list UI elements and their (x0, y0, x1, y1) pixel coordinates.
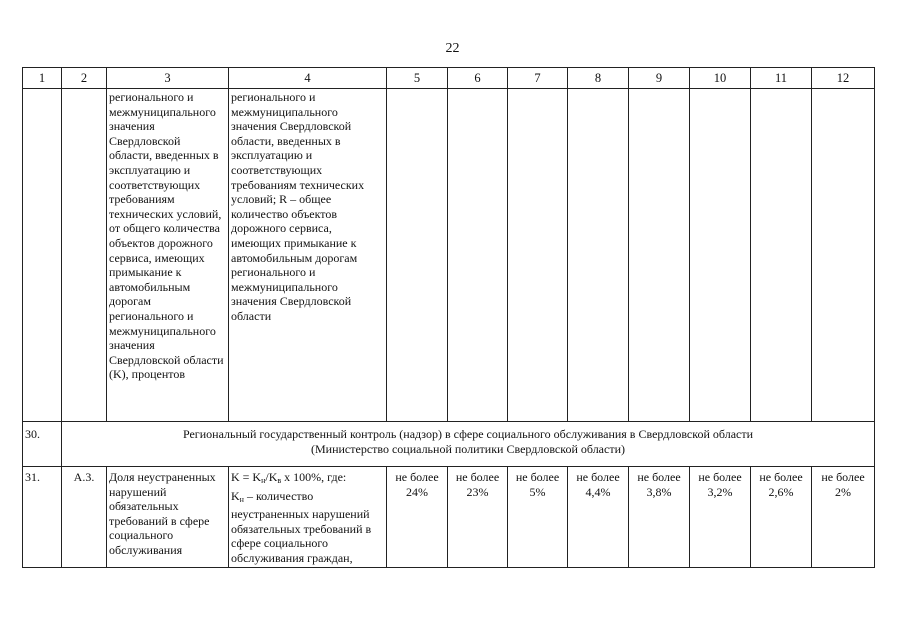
target-label: не более (515, 470, 560, 484)
column-number-cell: 10 (690, 68, 751, 89)
target-value-cell (690, 467, 751, 568)
calculation-method-cell: регионального и межмуниципального значения Свердловской области, введенных в эксплуатацию и соответствующих требованиям технических условий; R – общее количество объектов дорожного сервиса, имеющих примыкание к автомобильным дорогам регионального и межмуниципального значения Свердловской области (229, 89, 387, 422)
formula-part: /K (265, 470, 278, 484)
column-number-cell: 12 (812, 68, 875, 89)
empty-cell (448, 89, 508, 422)
table-row (23, 467, 875, 568)
formula-part: K = K (231, 470, 262, 484)
target-label: не более (759, 470, 803, 484)
formula-part: x 100%, где: (281, 470, 347, 484)
target-value-cell (448, 467, 508, 568)
row-code: А.3. (62, 467, 107, 568)
target-label: не более (395, 470, 439, 484)
empty-cell (62, 89, 107, 422)
column-number-cell: 6 (448, 68, 508, 89)
target-value-cell (629, 467, 690, 568)
target-label: не более (576, 470, 620, 484)
target-value-cell (568, 467, 629, 568)
section-title-cell (62, 422, 875, 467)
target-label: не более (455, 470, 500, 484)
empty-cell (751, 89, 812, 422)
empty-cell (387, 89, 448, 422)
definition-text: – количество неустраненных нарушений обязательных требований в сфере социального обслуживания граждан, (231, 488, 372, 565)
formula-subscript: н (261, 476, 266, 485)
continuation-row (23, 89, 875, 422)
target-label: не более (637, 470, 681, 484)
target-label: не более (821, 470, 865, 484)
target-value-cell (508, 467, 568, 568)
target-value: 3,2% (707, 484, 733, 499)
column-number-cell: 8 (568, 68, 629, 89)
row-number: 31. (23, 467, 62, 568)
empty-cell (690, 89, 751, 422)
section-title-line2: (Министерство социальной политики Свердловской области) (310, 441, 625, 456)
column-number-cell: 5 (387, 68, 448, 89)
column-number-row (23, 68, 875, 89)
target-value-cell (751, 467, 812, 568)
empty-cell (23, 89, 62, 422)
column-number-cell: 7 (508, 68, 568, 89)
target-value: 3,8% (646, 484, 672, 499)
column-number-cell: 2 (62, 68, 107, 89)
target-value-cell (387, 467, 448, 568)
empty-cell (568, 89, 629, 422)
formula-subscript: в (277, 476, 282, 485)
indicators-table (22, 67, 875, 568)
column-number-cell: 4 (229, 68, 387, 89)
section-row (23, 422, 875, 467)
empty-cell (812, 89, 875, 422)
target-value: 5% (529, 484, 546, 499)
column-number-cell: 9 (629, 68, 690, 89)
target-value: 23% (466, 484, 489, 499)
target-value-cell (812, 467, 875, 568)
column-number-cell: 1 (23, 68, 62, 89)
empty-cell (508, 89, 568, 422)
section-number: 30. (23, 422, 62, 467)
definition-subscript: н (239, 494, 244, 504)
column-number-cell: 3 (107, 68, 229, 89)
target-value: 4,4% (585, 484, 611, 499)
target-value: 24% (406, 484, 428, 499)
target-label: не более (698, 470, 742, 484)
page-number: 22 (445, 41, 460, 56)
empty-cell (629, 89, 690, 422)
column-number-cell: 11 (751, 68, 812, 89)
target-value: 2% (835, 484, 851, 499)
target-value: 2,6% (768, 484, 794, 499)
definition-variable: K (231, 488, 240, 503)
indicator-name-cell: регионального и межмуниципального значения Свердловской области, введенных в эксплуатацию и соответствующих требованиям технических условий, от общего количества объектов дорожного сервиса, имеющих примыкание к автомобильным дорогам регионального и межмуниципального значения Свердловской области (K), процентов (107, 89, 229, 422)
section-title-line1: Региональный государственный контроль (надзор) в сфере социального обслуживания в Свердловской области (182, 427, 754, 441)
calculation-method-cell (229, 467, 387, 568)
indicator-name-cell: Доля неустраненных нарушений обязательных требований в сфере социального обслуживания (107, 467, 229, 568)
